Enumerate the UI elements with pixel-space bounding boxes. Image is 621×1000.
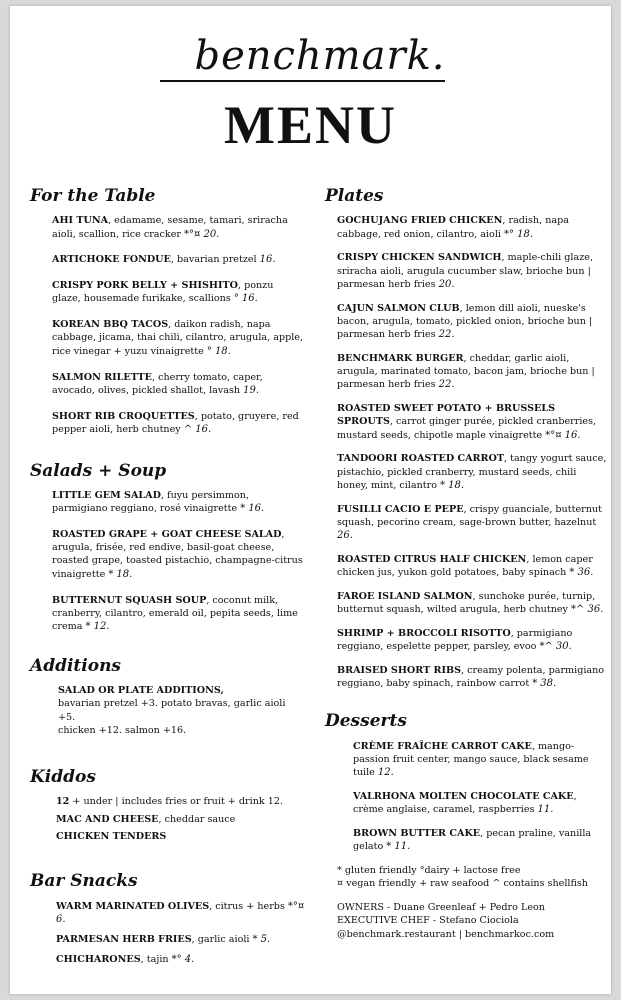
item-desc: , edamame, sesame, tamari, sriracha aioli, scallion, rice cracker — [52, 215, 288, 240]
item-name: BUTTERNUT SQUASH SOUP — [52, 594, 207, 606]
section-heading-desserts: Desserts — [325, 711, 407, 732]
item-name: CRISPY PORK BELLY + SHISHITO — [52, 280, 238, 292]
menu-item — [52, 528, 305, 582]
diet-flags: * — [252, 934, 258, 946]
item-price: 19. — [243, 384, 260, 396]
item-name: LITTLE GEM SALAD — [52, 489, 161, 501]
item-name: AHI TUNA — [52, 215, 109, 227]
item-name: SHORT RIB CROQUETTES — [52, 410, 195, 422]
menu-item — [52, 371, 305, 398]
item-name: CRISPY CHICKEN SANDWICH — [337, 252, 502, 264]
item-price: 18. — [448, 479, 464, 491]
item-price: 22. — [438, 379, 455, 391]
diet-flags: ^ — [183, 423, 193, 435]
item-price: 16. — [564, 429, 581, 441]
legend-line: ¤ vegan friendly + raw seafood ^ contains shellfish — [337, 878, 588, 890]
item-name: SALMON RILETTE — [52, 371, 152, 383]
menu-item — [52, 253, 305, 267]
item-price: 16. — [259, 254, 276, 266]
menu-item — [337, 352, 610, 392]
menu-item — [353, 827, 610, 854]
section-heading-bar-snacks: Bar Snacks — [30, 871, 138, 892]
item-desc: , coconut milk, cranberry, cilantro, emerald oil, pepita seeds, lime crema — [52, 594, 298, 632]
item-desc: , cherry tomato, caper, avocado, olives, pickled shallot, lavash — [52, 371, 263, 396]
kiddos-item: CHICKEN TENDERS — [56, 830, 167, 842]
menu-item — [337, 553, 610, 580]
kiddos-info: 12 + under | includes fries or fruit + drink 12. — [56, 796, 283, 808]
additions-line: chicken +12. salmon +16. — [58, 724, 187, 736]
owners-line: OWNERS - Duane Greenleaf + Pedro Leon — [337, 901, 545, 913]
section-heading-additions: Additions — [30, 655, 122, 676]
item-name: WARM MARINATED OLIVES — [56, 900, 210, 912]
item-name: GOCHUJANG FRIED CHICKEN — [337, 215, 503, 227]
item-desc: , daikon radish, napa cabbage, jicama, thai chili, cilantro, arugula, apple, rice vinegar + yuzu vinaigrette — [52, 319, 304, 357]
additions-block — [30, 684, 305, 737]
menu-item — [52, 594, 305, 634]
menu-page — [10, 6, 611, 994]
dietary-legend — [337, 864, 610, 891]
diet-flags: *°¤ — [184, 228, 201, 240]
diet-flags: * — [532, 678, 538, 690]
item-name: ROASTED GRAPE + GOAT CHEESE SALAD — [52, 529, 282, 540]
item-desc: , cheddar, garlic aioli, arugula, marinated tomato, bacon jam, brioche bun | parmesan herb fries — [337, 352, 595, 391]
item-price: 16. — [248, 503, 265, 515]
kiddos-block — [30, 795, 305, 843]
restaurant-credits — [337, 901, 610, 941]
menu-item — [52, 410, 305, 437]
item-price: 20. — [203, 228, 220, 240]
item-name: SHRIMP + BROCCOLI RISOTTO — [337, 628, 511, 640]
menu-item — [337, 664, 610, 691]
item-name: CHICHARONES — [56, 953, 141, 965]
item-desc: , lemon caper chicken jus, yukon gold potatoes, baby spinach — [337, 554, 593, 579]
salads-soup-list — [30, 489, 305, 634]
menu-item — [52, 489, 305, 516]
item-name: CAJUN SALMON CLUB — [337, 302, 460, 314]
desserts-list — [325, 740, 610, 854]
menu-item — [56, 933, 305, 947]
item-name: BENCHMARK BURGER — [337, 352, 464, 364]
diet-flags: * — [386, 841, 392, 853]
item-desc: , maple-chili glaze, sriracha aioli, arugula cucumber slaw, brioche bun | parmesan herb fries — [337, 252, 593, 290]
item-desc: , crispy guanciale, butternut squash, pecorino cream, sage-brown butter, hazelnut — [337, 503, 602, 528]
item-name: BROWN BUTTER CAKE — [353, 827, 481, 839]
menu-item — [52, 214, 305, 241]
menu-item — [56, 953, 305, 967]
item-price: 5. — [260, 934, 271, 946]
section-heading-for-the-table: For the Table — [30, 186, 156, 206]
item-desc: , arugula, frisée, red endive, basil-goat cheese, roasted grape, toasted pistachio, champagne-citrus vinaigrette — [52, 529, 303, 580]
item-price: 6. — [56, 914, 66, 926]
menu-item — [337, 590, 610, 617]
diet-flags: *°¤ — [287, 900, 305, 912]
item-price: 36. — [577, 567, 594, 579]
diet-flags: * — [85, 620, 91, 632]
restaurant-logo: benchmark. — [194, 33, 446, 79]
bar-snacks-list — [30, 900, 305, 967]
item-price: 18. — [517, 228, 533, 240]
item-desc: , bavarian pretzel — [170, 254, 260, 266]
item-price: 26. — [337, 530, 353, 542]
diet-flags: ° — [206, 345, 212, 357]
kiddos-item: MAC AND CHEESE, cheddar sauce — [56, 813, 236, 825]
item-desc: , ponzu glaze, housemade furikake, scallions — [52, 280, 274, 305]
item-name: ARTICHOKE FONDUE — [52, 254, 171, 266]
item-price: 16. — [195, 423, 212, 435]
diet-flags: * — [240, 503, 246, 515]
item-desc: , pecan praline, vanilla gelato — [353, 827, 592, 853]
item-price: 18. — [214, 345, 231, 357]
diet-flags: ° — [233, 293, 239, 305]
item-price: 12. — [93, 620, 110, 632]
diet-flags: * — [569, 567, 575, 579]
menu-item — [337, 402, 610, 442]
diet-flags: *° — [171, 953, 182, 965]
item-desc: , potato, gruyere, red pepper aioli, herb chutney — [52, 410, 299, 435]
menu-item — [337, 503, 610, 543]
item-name: BRAISED SHORT RIBS — [337, 665, 462, 677]
item-price: 4. — [184, 953, 195, 965]
item-name: ROASTED SWEET POTATO + BRUSSELS SPROUTS — [337, 403, 556, 428]
menu-item — [337, 251, 610, 291]
item-name: TANDOORI ROASTED CARROT — [337, 453, 504, 465]
item-desc: , radish, napa cabbage, red onion, cilantro, aioli — [337, 215, 569, 240]
item-desc: , sunchoke purée, turnip, butternut squash, wilted arugula, herb chutney — [337, 591, 596, 616]
item-desc: , mango-passion fruit center, mango sauce, black sesame tuile — [353, 740, 589, 778]
item-name: CRÈME FRAÎCHE CARROT CAKE — [353, 740, 532, 752]
item-name: FUSILLI CACIO E PEPE — [337, 503, 464, 515]
chef-line: EXECUTIVE CHEF - Stefano Ciociola — [337, 915, 519, 927]
menu-item — [337, 627, 610, 654]
page-title: MENU — [224, 95, 397, 155]
section-heading-plates: Plates — [325, 186, 384, 206]
diet-flags: * — [108, 568, 114, 580]
for-the-table-list — [30, 214, 305, 436]
section-heading-kiddos: Kiddos — [30, 767, 96, 788]
item-name: PARMESAN HERB FRIES — [56, 934, 192, 946]
item-desc: , creamy polenta, parmigiano reggiano, baby spinach, rainbow carrot — [337, 665, 605, 690]
menu-item — [52, 279, 305, 306]
item-price: 20. — [438, 278, 455, 290]
additions-title: SALAD OR PLATE ADDITIONS, — [58, 685, 224, 697]
additions-line: bavarian pretzel +3. potato bravas, garlic aioli +5. — [58, 698, 286, 723]
item-desc: , tangy yogurt sauce, pistachio, pickled cranberry, mustard seeds, chili honey, mint, cilantro — [337, 453, 607, 491]
item-desc: , crème anglaise, caramel, raspberries — [353, 790, 577, 816]
item-desc: , tajin — [140, 953, 172, 965]
item-desc: , citrus + herbs — [209, 900, 288, 912]
item-price: 12. — [377, 767, 394, 778]
item-price: 11. — [394, 841, 411, 853]
item-desc: , garlic aioli — [191, 934, 253, 946]
right-column — [325, 186, 610, 941]
item-desc: , parmigiano reggiano, espelette pepper, parsley, evoo — [337, 628, 573, 653]
item-price: 16. — [241, 293, 258, 305]
diet-flags: * — [440, 479, 446, 491]
item-name: ROASTED CITRUS HALF CHICKEN — [337, 554, 527, 566]
item-name: KOREAN BBQ TACOS — [52, 319, 169, 331]
left-column — [30, 186, 305, 973]
item-desc: , lemon dill aioli, nueske's bacon, arugula, tomato, pickled onion, brioche bun | parmesan herb fries — [337, 302, 593, 341]
menu-item — [52, 318, 305, 358]
item-desc: , fuyu persimmon, parmigiano reggiano, rosé vinaigrette — [52, 489, 249, 515]
section-heading-salads-soup: Salads + Soup — [30, 460, 167, 481]
item-price: 18. — [116, 568, 133, 580]
menu-item — [353, 740, 610, 780]
item-price: 11. — [537, 804, 554, 816]
item-price: 36. — [587, 604, 604, 616]
menu-item — [337, 302, 610, 342]
menu-item — [337, 452, 610, 492]
item-price: 22. — [438, 329, 455, 341]
item-price: 30. — [555, 641, 572, 653]
logo-underline — [160, 80, 445, 82]
item-name: FAROE ISLAND SALMON — [337, 591, 473, 603]
plates-list — [325, 214, 610, 691]
item-name: VALRHONA MOLTEN CHOCOLATE CAKE — [353, 790, 574, 802]
social-links[interactable]: @benchmark.restaurant | benchmarkoc.com — [337, 928, 555, 940]
menu-item — [353, 790, 610, 817]
item-desc: , carrot ginger purée, pickled cranberries, mustard seeds, chipotle maple vinaigrette — [337, 416, 597, 441]
menu-item — [337, 214, 610, 241]
diet-flags: *° — [504, 228, 515, 240]
menu-item — [56, 900, 305, 928]
legend-line: * gluten friendly °dairy + lactose free — [337, 864, 521, 876]
item-price: 38. — [540, 678, 557, 690]
diet-flags: *^ — [539, 641, 553, 653]
diet-flags: *^ — [571, 604, 585, 616]
footer-block — [325, 864, 610, 941]
diet-flags: *°¤ — [545, 429, 562, 441]
